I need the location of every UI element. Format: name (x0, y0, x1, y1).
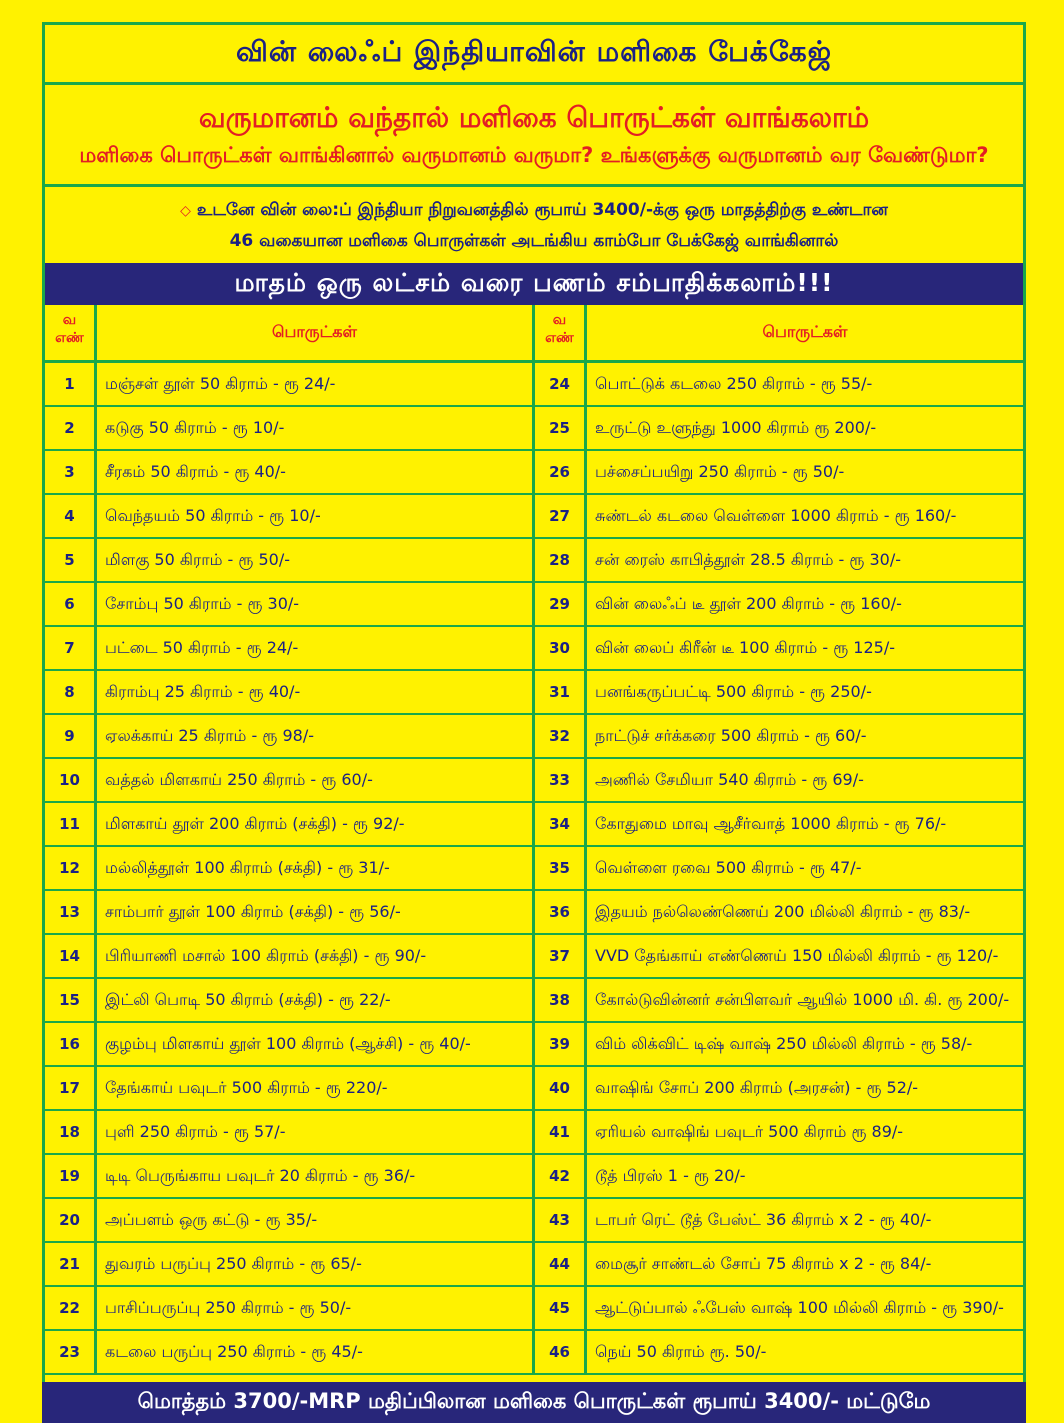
tagline-banner (45, 85, 1023, 187)
table-row (45, 891, 532, 935)
table-row (45, 1155, 532, 1199)
item-description: பட்டை 50 கிராம் - ரூ 24/- (105, 637, 299, 657)
item-description: டாபர் ரெட் டூத் பேஸ்ட் 36 கிராம் x 2 - ரூ 40/- (595, 1209, 932, 1229)
item-number: 26 (535, 451, 587, 493)
item-description: இட்லி பொடி 50 கிராம் (சக்தி) - ரூ 22/- (105, 989, 391, 1009)
table-row (535, 1067, 1023, 1111)
table-row (535, 1111, 1023, 1155)
table-row (45, 1023, 532, 1067)
table-row (535, 891, 1023, 935)
item-number: 36 (535, 891, 587, 933)
item-number: 30 (535, 627, 587, 669)
item-number: 16 (45, 1023, 97, 1065)
item-description: சுண்டல் கடலை வெள்ளை 1000 கிராம் - ரூ 160/- (595, 505, 957, 525)
package-frame (42, 22, 1026, 1423)
item-description: பொட்டுக் கடலை 250 கிராம் - ரூ 55/- (595, 373, 873, 393)
table-row (45, 759, 532, 803)
column-header-number-line-1: வ (62, 312, 77, 328)
table-row (535, 1287, 1023, 1331)
item-number: 46 (535, 1331, 587, 1373)
column-header-items: பொருட்கள் (272, 322, 357, 341)
item-number: 17 (45, 1067, 97, 1109)
item-description: கோதுமை மாவு ஆசீர்வாத் 1000 கிராம் - ரூ 76/- (595, 813, 947, 833)
table-row (45, 1287, 532, 1331)
item-description: ஏரியல் வாஷிங் பவுடர் 500 கிராம் ரூ 89/- (595, 1121, 904, 1141)
item-description: வின் லைப் கிரீன் டீ 100 கிராம் - ரூ 125/- (595, 637, 895, 657)
column-header-number-line-1: வ (552, 312, 567, 328)
tagline-line-2: மளிகை பொருட்கள் வாங்கினால் வருமானம் வருமா? உங்களுக்கு வருமானம் வர வேண்டுமா? (79, 142, 989, 167)
item-number: 7 (45, 627, 97, 669)
table-row (535, 1199, 1023, 1243)
item-number: 43 (535, 1199, 587, 1241)
table-header-right (535, 305, 1023, 363)
item-number: 23 (45, 1331, 97, 1373)
item-description: அப்பளம் ஒரு கட்டு - ரூ 35/- (105, 1209, 318, 1229)
table-row (45, 1243, 532, 1287)
table-row (535, 1243, 1023, 1287)
item-description: பனங்கருப்பட்டி 500 கிராம் - ரூ 250/- (595, 681, 872, 701)
item-description: இதயம் நல்லெண்ணெய் 200 மில்லி கிராம் - ரூ 83/- (595, 901, 971, 921)
item-description: பச்சைப்பயிறு 250 கிராம் - ரூ 50/- (595, 461, 845, 481)
item-number: 3 (45, 451, 97, 493)
table-row (45, 1067, 532, 1111)
table-row (535, 803, 1023, 847)
item-number: 14 (45, 935, 97, 977)
earnings-banner: மாதம் ஒரு லட்சம் வரை பணம் சம்பாதிக்கலாம்!!! (45, 263, 1023, 305)
item-description: டூத் பிரஸ் 1 - ரூ 20/- (595, 1165, 746, 1185)
item-description: மிளகாய் தூள் 200 கிராம் (சக்தி) - ரூ 92/- (105, 813, 405, 833)
item-description: மல்லித்தூள் 100 கிராம் (சக்தி) - ரூ 31/- (105, 857, 390, 877)
item-number: 13 (45, 891, 97, 933)
item-description: கிராம்பு 25 கிராம் - ரூ 40/- (105, 681, 301, 701)
table-row (45, 847, 532, 891)
offer-info (45, 187, 1023, 263)
item-description: பாசிப்பருப்பு 250 கிராம் - ரூ 50/- (105, 1297, 352, 1317)
table-row (535, 847, 1023, 891)
item-number: 44 (535, 1243, 587, 1285)
table-row (535, 363, 1023, 407)
item-description: உருட்டு உளுந்து 1000 கிராம் ரூ 200/- (595, 417, 877, 437)
item-number: 12 (45, 847, 97, 889)
item-description: புளி 250 கிராம் - ரூ 57/- (105, 1121, 286, 1141)
offer-line-1 (180, 195, 888, 226)
item-description: சாம்பார் தூள் 100 கிராம் (சக்தி) - ரூ 56/- (105, 901, 401, 921)
item-description: நாட்டுச் சர்க்கரை 500 கிராம் - ரூ 60/- (595, 725, 867, 745)
table-row (45, 803, 532, 847)
table-rows-right (535, 363, 1023, 1375)
item-description: தேங்காய் பவுடர் 500 கிராம் - ரூ 220/- (105, 1077, 388, 1097)
table-row (535, 979, 1023, 1023)
table-row (45, 671, 532, 715)
item-description: வாஷிங் சோப் 200 கிராம் (அரசன்) - ரூ 52/- (595, 1077, 919, 1097)
item-number: 6 (45, 583, 97, 625)
item-description: சன் ரைஸ் காபித்தூள் 28.5 கிராம் - ரூ 30/- (595, 549, 902, 569)
column-header-number (535, 305, 587, 360)
page-title: வின் லைஃப் இந்தியாவின் மளிகை பேக்கேஜ் (45, 25, 1023, 85)
diamond-bullet-icon: ◇ (180, 202, 191, 219)
table-row (535, 583, 1023, 627)
table-row (45, 935, 532, 979)
table-row (535, 1155, 1023, 1199)
item-description: மைசூர் சாண்டல் சோப் 75 கிராம் x 2 - ரூ 84/- (595, 1253, 932, 1273)
item-description: வெந்தயம் 50 கிராம் - ரூ 10/- (105, 505, 321, 525)
tagline-line-1: வருமானம் வந்தால் மளிகை பொருட்கள் வாங்கலாம் (198, 100, 870, 134)
item-number: 21 (45, 1243, 97, 1285)
item-number: 4 (45, 495, 97, 537)
table-row (535, 539, 1023, 583)
column-header-number (45, 305, 97, 360)
item-number: 39 (535, 1023, 587, 1065)
table-row (535, 451, 1023, 495)
item-description: ஏலக்காய் 25 கிராம் - ரூ 98/- (105, 725, 314, 745)
items-column-right (535, 305, 1023, 1375)
table-row (45, 451, 532, 495)
table-row (535, 671, 1023, 715)
table-header-left (45, 305, 532, 363)
item-description: அணில் சேமியா 540 கிராம் - ரூ 69/- (595, 769, 864, 789)
item-description: கோல்டுவின்னர் சன்பிளவர் ஆயில் 1000 மி. கி. ரூ 200/- (595, 989, 1010, 1009)
item-number: 19 (45, 1155, 97, 1197)
column-header-items: பொருட்கள் (762, 322, 848, 341)
item-description: டிடி பெருங்காய பவுடர் 20 கிராம் - ரூ 36/- (105, 1165, 416, 1185)
table-row (45, 495, 532, 539)
item-number: 28 (535, 539, 587, 581)
table-row (45, 363, 532, 407)
table-row (535, 495, 1023, 539)
item-number: 20 (45, 1199, 97, 1241)
offer-line-2: 46 வகையான மளிகை பொருள்கள் அடங்கிய காம்போ பேக்கேஜ் வாங்கினால் (229, 230, 839, 251)
item-number: 27 (535, 495, 587, 537)
item-description: கடலை பருப்பு 250 கிராம் - ரூ 45/- (105, 1341, 363, 1361)
item-number: 25 (535, 407, 587, 449)
item-number: 5 (45, 539, 97, 581)
item-number: 22 (45, 1287, 97, 1329)
table-row (535, 935, 1023, 979)
item-description: VVD தேங்காய் எண்ணெய் 150 மில்லி கிராம் - ரூ 120/- (595, 945, 999, 965)
table-row (535, 1331, 1023, 1375)
item-description: நெய் 50 கிராம் ரூ. 50/- (595, 1341, 767, 1361)
table-row (45, 1111, 532, 1155)
item-number: 2 (45, 407, 97, 449)
item-description: கடுகு 50 கிராம் - ரூ 10/- (105, 417, 285, 437)
item-number: 38 (535, 979, 587, 1021)
item-description: குழம்பு மிளகாய் தூள் 100 கிராம் (ஆச்சி) - ரூ 40/- (105, 1033, 471, 1053)
item-description: சோம்பு 50 கிராம் - ரூ 30/- (105, 593, 300, 613)
item-description: மஞ்சள் தூள் 50 கிராம் - ரூ 24/- (105, 373, 336, 393)
table-row (45, 1199, 532, 1243)
item-number: 9 (45, 715, 97, 757)
item-number: 33 (535, 759, 587, 801)
total-footer: மொத்தம் 3700/-MRP மதிப்பிலான மளிகை பொருட்கள் ரூபாய் 3400/- மட்டுமே (42, 1382, 1026, 1423)
table-row (535, 1023, 1023, 1067)
item-description: துவரம் பருப்பு 250 கிராம் - ரூ 65/- (105, 1253, 362, 1273)
item-number: 29 (535, 583, 587, 625)
item-number: 1 (45, 363, 97, 405)
item-number: 34 (535, 803, 587, 845)
table-row (45, 539, 532, 583)
item-description: விம் லிக்விட் டிஷ் வாஷ் 250 மில்லி கிராம் - ரூ 58/- (595, 1033, 973, 1053)
items-table (45, 305, 1023, 1375)
offer-line-1-text: உடனே வின் லை:ப் இந்தியா நிறுவனத்தில் ரூபாய் 3400/-க்கு ஒரு மாதத்திற்கு உண்டான (196, 199, 888, 220)
items-column-left (45, 305, 535, 1375)
item-description: ஆட்டுப்பால் ஃபேஸ் வாஷ் 100 மில்லி கிராம் - ரூ 390/- (595, 1297, 1004, 1317)
item-number: 35 (535, 847, 587, 889)
table-rows-left (45, 363, 532, 1375)
table-row (45, 583, 532, 627)
item-number: 15 (45, 979, 97, 1021)
column-header-number-line-2: எண் (55, 330, 84, 346)
table-row (45, 715, 532, 759)
item-description: வின் லைஃப் டீ தூள் 200 கிராம் - ரூ 160/- (595, 593, 902, 613)
table-row (535, 627, 1023, 671)
table-row (535, 759, 1023, 803)
table-row (535, 407, 1023, 451)
item-number: 31 (535, 671, 587, 713)
table-row (45, 979, 532, 1023)
item-number: 24 (535, 363, 587, 405)
table-row (535, 715, 1023, 759)
column-header-number-line-2: எண் (545, 330, 574, 346)
table-row (45, 407, 532, 451)
item-description: வத்தல் மிளகாய் 250 கிராம் - ரூ 60/- (105, 769, 373, 789)
item-number: 8 (45, 671, 97, 713)
table-row (45, 1331, 532, 1375)
table-row (45, 627, 532, 671)
item-number: 18 (45, 1111, 97, 1153)
item-description: பிரியாணி மசால் 100 கிராம் (சக்தி) - ரூ 90/- (105, 945, 427, 965)
item-number: 37 (535, 935, 587, 977)
item-description: சீரகம் 50 கிராம் - ரூ 40/- (105, 461, 286, 481)
item-number: 41 (535, 1111, 587, 1153)
item-number: 32 (535, 715, 587, 757)
item-number: 11 (45, 803, 97, 845)
item-number: 40 (535, 1067, 587, 1109)
item-number: 45 (535, 1287, 587, 1329)
item-description: மிளகு 50 கிராம் - ரூ 50/- (105, 549, 291, 569)
item-description: வெள்ளை ரவை 500 கிராம் - ரூ 47/- (595, 857, 862, 877)
item-number: 10 (45, 759, 97, 801)
item-number: 42 (535, 1155, 587, 1197)
